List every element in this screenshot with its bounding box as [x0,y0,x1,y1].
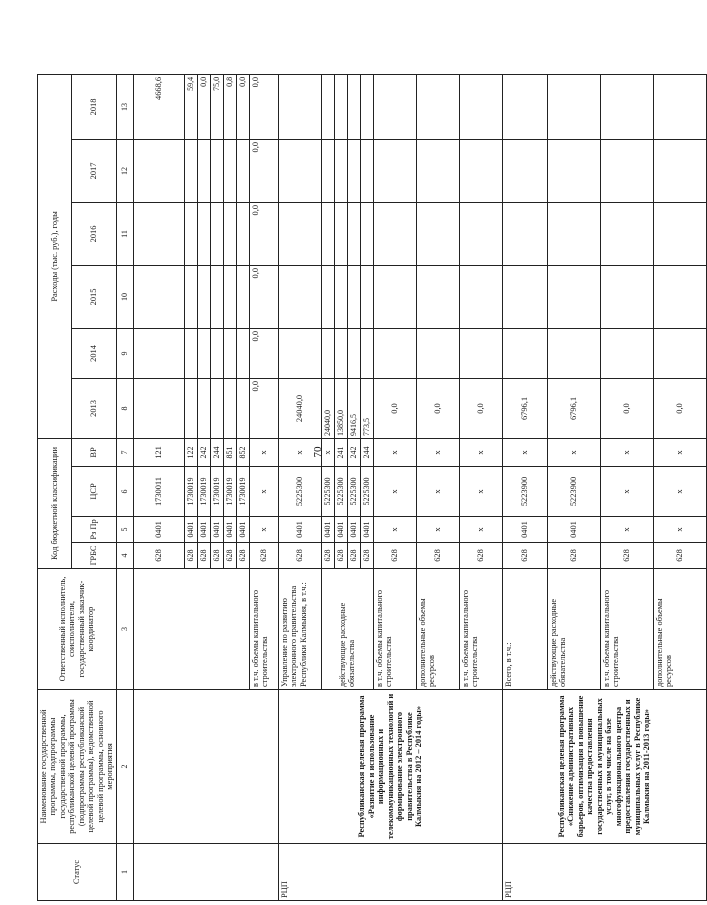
csr-cell: 5223900 [547,467,600,517]
value-cell [278,202,321,265]
value-cell [653,139,706,202]
value-cell [502,328,547,378]
value-cell [416,74,459,139]
header-vr: ВР [72,438,117,466]
rzpr-cell: 0401 [236,517,249,543]
rzpr-cell: х [249,517,278,543]
value-cell [459,139,502,202]
value-cell [223,202,236,265]
responsible-cell: в т.ч. объемы капитального строительства [249,569,278,690]
csr-cell: 1730019 [236,467,249,517]
vr-cell: 244 [360,438,373,466]
grbs-cell: 628 [373,543,416,569]
rotated-table-container [37,75,685,901]
value-cell [321,74,334,139]
grbs-cell: 628 [223,543,236,569]
value-cell [223,328,236,378]
header-year: 2013 [72,378,117,438]
csr-cell: х [653,467,706,517]
vr-cell: 122 [184,438,197,466]
value-cell [278,265,321,328]
value-cell [373,328,416,378]
value-cell [360,328,373,378]
responsible-cell [133,569,249,690]
value-cell: 0,0 [249,202,278,265]
value-cell [459,265,502,328]
value-cell [210,139,223,202]
rzpr-cell: х [600,517,653,543]
value-cell [416,139,459,202]
vr-cell: 244 [210,438,223,466]
value-cell [547,74,600,139]
table-row [133,74,184,900]
header-csr: ЦСР [72,467,117,517]
value-cell [600,74,653,139]
value-cell [334,139,347,202]
value-cell [133,328,184,378]
csr-cell: 1730019 [223,467,236,517]
csr-cell: х [373,467,416,517]
value-cell [334,265,347,328]
value-cell: 0,0 [249,74,278,139]
csr-cell: 1730019 [197,467,210,517]
vr-cell: х [600,438,653,466]
value-cell [347,328,360,378]
value-cell [360,139,373,202]
value-cell [360,202,373,265]
column-number: 11 [116,202,133,265]
responsible-cell: Управление по развитию электронного правительства Республики Калмыкия, в т.ч.: [278,569,321,690]
csr-cell: 5225300 [360,467,373,517]
value-cell [653,265,706,328]
value-cell [502,74,547,139]
value-cell [133,202,184,265]
csr-cell: 5223900 [502,467,547,517]
rzpr-cell: х [416,517,459,543]
csr-cell: х [459,467,502,517]
value-cell [197,202,210,265]
value-cell [373,74,416,139]
header-name: Наименование государственной программы, подпрограммы государственной программы, республиканской целевой программы (подпрограммы республиканской целевой программы), ведомственной целевой программы, основного мероприятия [38,690,117,844]
vr-cell: х [373,438,416,466]
program-name-cell [133,690,278,844]
value-cell [197,265,210,328]
column-number: 5 [116,517,133,543]
value-cell [184,265,197,328]
column-number: 13 [116,74,133,139]
grbs-cell: 628 [502,543,547,569]
value-cell [547,202,600,265]
value-cell [133,139,184,202]
header-year: 2015 [72,265,117,328]
value-cell [600,265,653,328]
value-cell: 0,0 [249,328,278,378]
grbs-cell: 628 [416,543,459,569]
csr-cell: 5225300 [278,467,321,517]
value-cell [347,202,360,265]
value-cell [278,139,321,202]
responsible-cell: дополнительные объемы ресурсов [653,569,706,690]
grbs-cell: 628 [133,543,184,569]
header-year: 2014 [72,328,117,378]
column-number: 3 [116,569,133,690]
value-cell [373,202,416,265]
responsible-cell: в т.ч. объемы капитального строительства [373,569,416,690]
grbs-cell: 628 [249,543,278,569]
value-cell: 6796,1 [547,378,600,438]
grbs-cell: 628 [334,543,347,569]
header-responsible: Ответственный исполнитель, соисполнители, государственный заказчик-координатор [38,569,117,690]
value-cell [334,328,347,378]
responsible-cell: в т.ч. объемы капитального строительства [600,569,653,690]
column-number: 8 [116,378,133,438]
value-cell: 13850,0 [334,378,347,438]
status-cell: РЦП [502,844,706,901]
value-cell [210,378,223,438]
value-cell [210,202,223,265]
rzpr-cell: 0401 [184,517,197,543]
budget-table [37,74,707,901]
responsible-cell: действующие расходные обязательства [321,569,373,690]
value-cell [223,265,236,328]
vr-cell: 241 [334,438,347,466]
value-cell [653,74,706,139]
responsible-cell: Всего, в т.ч.: [502,569,547,690]
value-cell: 24040,0 [321,378,334,438]
header-row-1 [38,74,72,900]
value-cell [347,139,360,202]
header-budget-classification: Код бюджетной классификации [38,438,72,568]
value-cell [321,202,334,265]
value-cell [133,378,184,438]
value-cell [347,265,360,328]
value-cell [236,328,249,378]
responsible-cell: дополнительные объемы ресурсов [416,569,459,690]
header-expenses: Расходы (тыс. руб.), годы [38,74,72,438]
csr-cell: х [416,467,459,517]
value-cell: 0,0 [249,139,278,202]
header-year: 2017 [72,139,117,202]
value-cell [334,202,347,265]
vr-cell: 852 [236,438,249,466]
grbs-cell: 628 [197,543,210,569]
rzpr-cell: 0401 [502,517,547,543]
value-cell: 773,5 [360,378,373,438]
rzpr-cell: 0401 [278,517,321,543]
grbs-cell: 628 [600,543,653,569]
value-cell [210,265,223,328]
value-cell [236,265,249,328]
value-cell [278,74,321,139]
column-number: 4 [116,543,133,569]
rzpr-cell: х [653,517,706,543]
value-cell [210,328,223,378]
value-cell [184,328,197,378]
grbs-cell: 628 [347,543,360,569]
rzpr-cell: 0401 [223,517,236,543]
value-cell [360,265,373,328]
grbs-cell: 628 [459,543,502,569]
header-year: 2018 [72,74,117,139]
column-number: 10 [116,265,133,328]
rzpr-cell: 0401 [321,517,334,543]
value-cell [321,265,334,328]
status-cell [133,844,278,901]
grbs-cell: 628 [321,543,334,569]
value-cell [360,74,373,139]
value-cell [547,265,600,328]
value-cell [236,202,249,265]
value-cell [184,378,197,438]
rzpr-cell: 0401 [547,517,600,543]
grbs-cell: 628 [184,543,197,569]
value-cell: 0,0 [197,74,210,139]
csr-cell: х [600,467,653,517]
value-cell [502,265,547,328]
value-cell [223,378,236,438]
header-grbs: ГРБС [72,543,117,569]
csr-cell: 5225300 [347,467,360,517]
value-cell [236,378,249,438]
grbs-cell: 628 [278,543,321,569]
value-cell [600,202,653,265]
csr-cell: 1730019 [210,467,223,517]
vr-cell: х [278,438,321,466]
value-cell [416,265,459,328]
value-cell [223,139,236,202]
value-cell [653,202,706,265]
rzpr-cell: х [373,517,416,543]
rzpr-cell: 0401 [133,517,184,543]
value-cell: 0,0 [249,265,278,328]
value-cell [321,328,334,378]
rzpr-cell: 0401 [334,517,347,543]
column-number: 9 [116,328,133,378]
column-number: 1 [116,844,133,901]
vr-cell: х [547,438,600,466]
value-cell: 0,0 [416,378,459,438]
value-cell [502,202,547,265]
value-cell: 9416,5 [347,378,360,438]
vr-cell: х [249,438,278,466]
column-number: 12 [116,139,133,202]
vr-cell: 242 [197,438,210,466]
value-cell [347,74,360,139]
value-cell: 75,0 [210,74,223,139]
value-cell [321,139,334,202]
column-number: 7 [116,438,133,466]
vr-cell: х [653,438,706,466]
value-cell [334,74,347,139]
csr-cell: 1730019 [184,467,197,517]
value-cell: 4668,6 [133,74,184,139]
responsible-cell: в т.ч. объемы капитального строительства [459,569,502,690]
vr-cell: х [416,438,459,466]
grbs-cell: 628 [547,543,600,569]
value-cell: 0,0 [653,378,706,438]
value-cell [600,139,653,202]
column-number: 2 [116,690,133,844]
vr-cell: х [459,438,502,466]
table-row [502,74,547,900]
header-year: 2016 [72,202,117,265]
program-name-cell: Республиканская целевая программа «Снижение административных барьеров, оптимизация и повышение качества предоставления государственных и муниципальных услуг, в том числе на базе многофункционального центра предоставления государственных и муниципальных услуг в Республике Калмыкия на 2011-2013 годы» [502,690,706,844]
value-cell: 0,0 [236,74,249,139]
value-cell [184,139,197,202]
grbs-cell: 628 [653,543,706,569]
table-row [278,74,321,900]
csr-cell: 5225300 [321,467,334,517]
value-cell: 0,0 [249,378,278,438]
value-cell [416,202,459,265]
value-cell [197,378,210,438]
value-cell [197,139,210,202]
value-cell: 0,8 [223,74,236,139]
value-cell [236,139,249,202]
value-cell: 0,0 [459,378,502,438]
rzpr-cell: 0401 [360,517,373,543]
column-number: 6 [116,467,133,517]
value-cell [459,74,502,139]
vr-cell: 242 [347,438,360,466]
program-name-cell: Республиканская целевая программа «Развитие и использование информационных и телекоммуникационных технологий и формирование электронного правительства в Республике Калмыкия на 2012 – 2014 годы» [278,690,502,844]
value-cell [416,328,459,378]
value-cell [459,328,502,378]
value-cell [502,139,547,202]
value-cell: 0,0 [373,378,416,438]
value-cell [600,328,653,378]
page-number: 70 [312,446,324,458]
vr-cell: 121 [133,438,184,466]
value-cell [547,328,600,378]
value-cell: 0,0 [600,378,653,438]
status-cell: РЦП [278,844,502,901]
value-cell [278,328,321,378]
value-cell [459,202,502,265]
rzpr-cell: 0401 [347,517,360,543]
column-numbers-row [116,74,133,900]
vr-cell: 851 [223,438,236,466]
grbs-cell: 628 [236,543,249,569]
value-cell [373,139,416,202]
value-cell [547,139,600,202]
value-cell [133,265,184,328]
responsible-cell: действующие расходные обязательства [547,569,600,690]
rzpr-cell: 0401 [197,517,210,543]
grbs-cell: 628 [360,543,373,569]
value-cell: 6796,1 [502,378,547,438]
csr-cell: х [249,467,278,517]
header-rzpr: Рз Пр [72,517,117,543]
vr-cell: х [502,438,547,466]
header-status: Статус [38,844,117,901]
csr-cell: 5225300 [334,467,347,517]
rzpr-cell: х [459,517,502,543]
rzpr-cell: 0401 [210,517,223,543]
value-cell: 24040,0 [278,378,321,438]
value-cell [653,328,706,378]
value-cell [373,265,416,328]
grbs-cell: 628 [210,543,223,569]
value-cell: 59,4 [184,74,197,139]
value-cell [197,328,210,378]
value-cell [184,202,197,265]
vr-cell: х [321,438,334,466]
csr-cell: 1730011 [133,467,184,517]
